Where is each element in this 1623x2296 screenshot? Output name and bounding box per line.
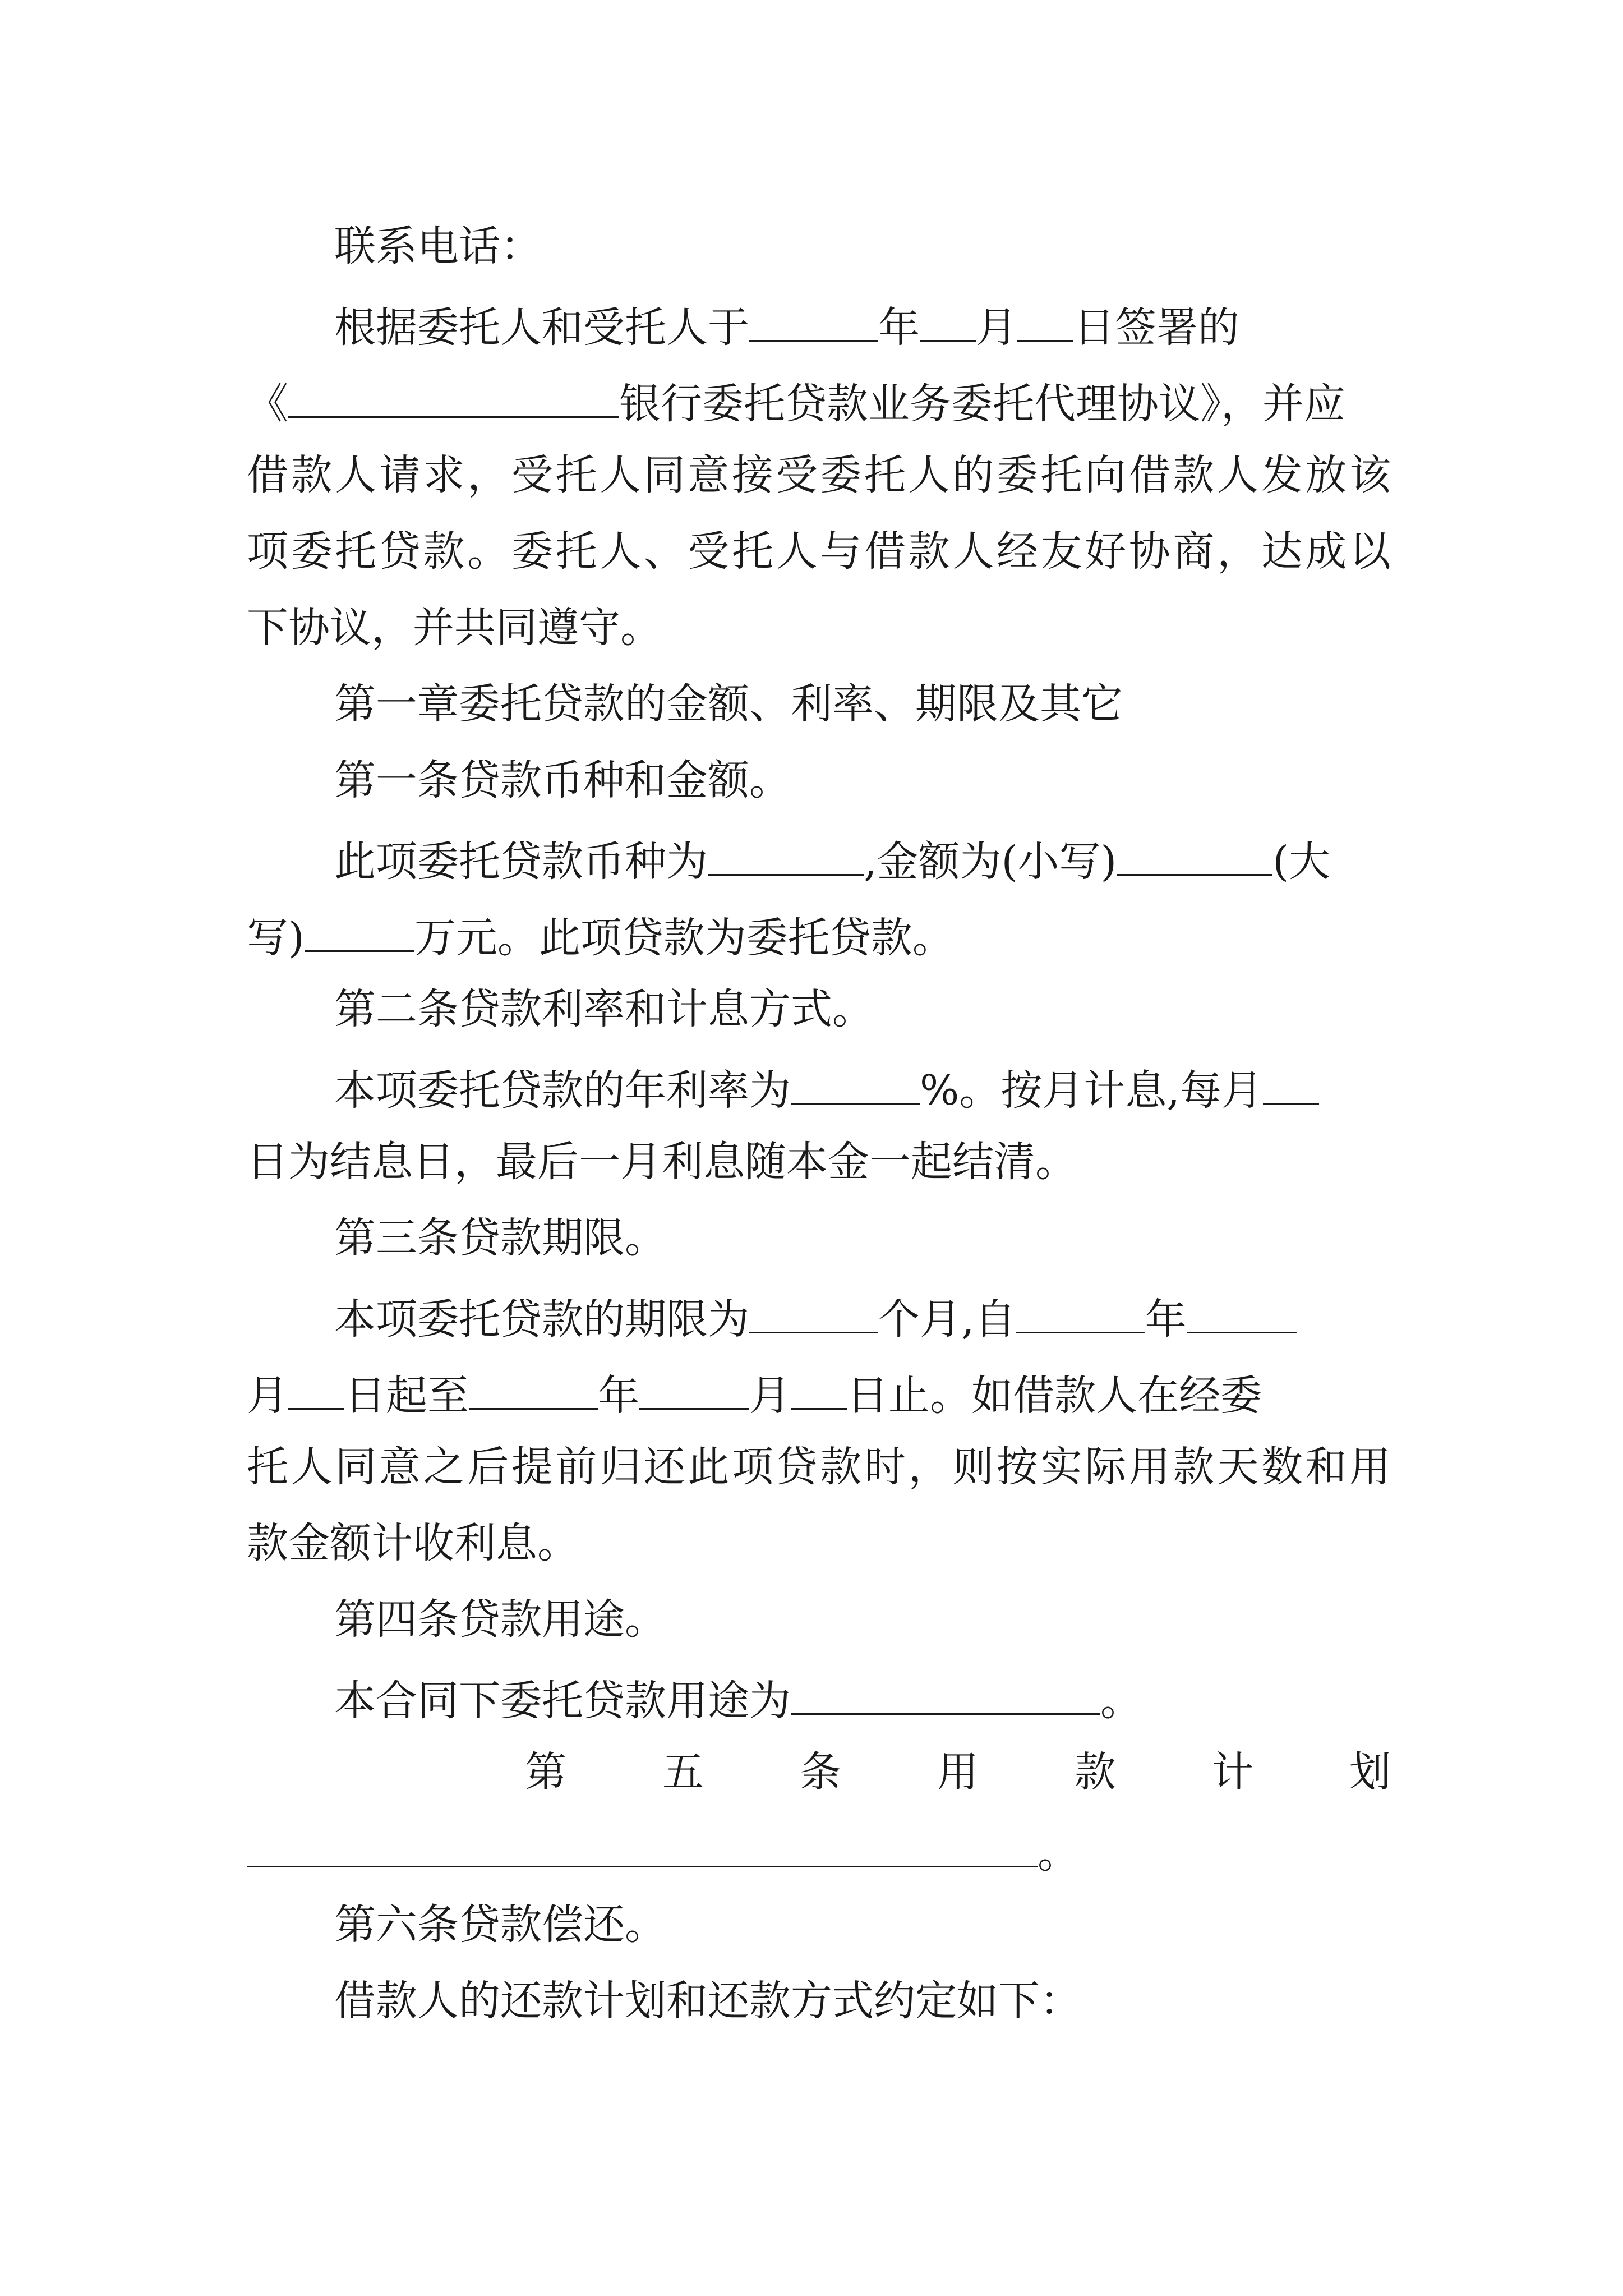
article-3-line-4: 款金额计收利息。 bbox=[247, 1519, 579, 1567]
article-5-char: 计 bbox=[1212, 1748, 1253, 1796]
article-2-line-1 bbox=[247, 1047, 1391, 1124]
start-month-blank[interactable] bbox=[1187, 1276, 1297, 1333]
intro-text: 根据委托人和受托人于 bbox=[334, 303, 749, 352]
end-day-blank[interactable] bbox=[791, 1352, 847, 1410]
article-4-title: 第四条贷款用途。 bbox=[334, 1595, 666, 1644]
article-3-title: 第三条贷款期限。 bbox=[334, 1214, 666, 1262]
article-1-line-1 bbox=[247, 818, 1391, 895]
article-5-char: 款 bbox=[1075, 1748, 1116, 1796]
settlement-day-blank[interactable] bbox=[1263, 1047, 1319, 1105]
month-label: 月 bbox=[749, 1372, 791, 1420]
term-label: 本项委托贷款的期限为 bbox=[334, 1295, 749, 1343]
article-2-line-2: 日为结息日，最后一月利息随本金一起结清。 bbox=[247, 1138, 1077, 1186]
article-5-title bbox=[247, 1733, 1391, 1811]
end-month-blank[interactable] bbox=[639, 1352, 749, 1410]
start-day-blank[interactable] bbox=[288, 1352, 344, 1410]
period-mark: 。 bbox=[1100, 1677, 1142, 1725]
article-1-title: 第一条贷款币种和金额。 bbox=[334, 756, 791, 804]
article-5-char: 用 bbox=[937, 1748, 979, 1796]
annual-rate-blank[interactable] bbox=[791, 1047, 920, 1105]
article-3-line-3: 托人同意之后提前归还此项贷款时，则按实际用款天数和用 bbox=[247, 1443, 1391, 1491]
chapter-1-heading: 第一章委托贷款的金额、利率、期限及其它 bbox=[334, 680, 1123, 728]
amount-capital-label-cont: 写) bbox=[247, 914, 305, 962]
article-5-char: 条 bbox=[800, 1748, 841, 1796]
contact-phone-label: 联系电话： bbox=[334, 222, 542, 270]
signing-day-blank[interactable] bbox=[1017, 284, 1073, 342]
loan-purpose-label: 本合同下委托贷款用途为 bbox=[334, 1677, 791, 1725]
bank-name-blank[interactable] bbox=[288, 360, 619, 418]
intro-line-1 bbox=[247, 284, 1391, 361]
contact-phone-line bbox=[247, 208, 1391, 285]
year-label: 年 bbox=[1145, 1295, 1187, 1343]
term-months-blank[interactable] bbox=[749, 1276, 878, 1333]
intro-line-4: 项委托贷款。委托人、受托人与借款人经友好协商，达成以 bbox=[247, 527, 1391, 576]
term-from-label: 个月,自 bbox=[878, 1295, 1016, 1343]
amount-small-blank[interactable] bbox=[1117, 818, 1272, 876]
amount-small-label: ,金额为(小写) bbox=[864, 838, 1117, 886]
intro-line-3: 借款人请求，受托人同意接受委托人的委托向借款人发放该 bbox=[247, 451, 1391, 499]
article-5-line-2 bbox=[247, 1810, 1391, 1887]
day-to-text: 日止。如借款人在经委 bbox=[847, 1372, 1262, 1420]
period-mark: 。 bbox=[1038, 1829, 1079, 1878]
interest-calc-label: %。按月计息,每月 bbox=[920, 1066, 1263, 1115]
intro-line-2 bbox=[247, 360, 1391, 438]
agreement-name-text: 银行委托贷款业务委托代理协议》，并应 bbox=[619, 380, 1345, 428]
start-year-blank[interactable] bbox=[1016, 1276, 1145, 1333]
signing-year-blank[interactable] bbox=[749, 284, 878, 342]
article-5-char: 划 bbox=[1349, 1748, 1391, 1796]
article-6-line-1: 借款人的还款计划和还款方式约定如下： bbox=[334, 1977, 1081, 2025]
currency-label: 此项委托贷款币种为 bbox=[334, 838, 708, 886]
article-1-line-2 bbox=[247, 894, 1391, 972]
day-signed-label: 日签署的 bbox=[1073, 303, 1239, 352]
year-label: 年 bbox=[878, 303, 920, 352]
article-3-line-1 bbox=[247, 1276, 1391, 1353]
year-label: 年 bbox=[598, 1372, 639, 1420]
month-label: 月 bbox=[247, 1372, 288, 1420]
article-4-line-1 bbox=[247, 1657, 1391, 1734]
amount-unit-text: 万元。此项贷款为委托贷款。 bbox=[414, 914, 954, 962]
signing-month-blank[interactable] bbox=[920, 284, 976, 342]
article-6-title: 第六条贷款偿还。 bbox=[334, 1901, 666, 1949]
month-label: 月 bbox=[976, 303, 1017, 352]
article-5-char: 五 bbox=[662, 1748, 704, 1796]
end-year-blank[interactable] bbox=[469, 1352, 598, 1410]
currency-blank[interactable] bbox=[708, 818, 864, 876]
day-from-label: 日起至 bbox=[344, 1372, 469, 1420]
article-5-char: 第 bbox=[525, 1748, 566, 1796]
article-2-title: 第二条贷款利率和计息方式。 bbox=[334, 985, 874, 1033]
article-3-line-2 bbox=[247, 1352, 1391, 1429]
loan-purpose-blank[interactable] bbox=[791, 1657, 1100, 1715]
usage-plan-blank[interactable] bbox=[247, 1810, 1038, 1867]
intro-line-5: 下协议，并共同遵守。 bbox=[247, 604, 662, 652]
open-quote: 《 bbox=[247, 380, 288, 428]
annual-rate-label: 本项委托贷款的年利率为 bbox=[334, 1066, 791, 1115]
amount-capital-label: (大 bbox=[1272, 838, 1331, 886]
amount-capital-blank[interactable] bbox=[305, 894, 414, 952]
